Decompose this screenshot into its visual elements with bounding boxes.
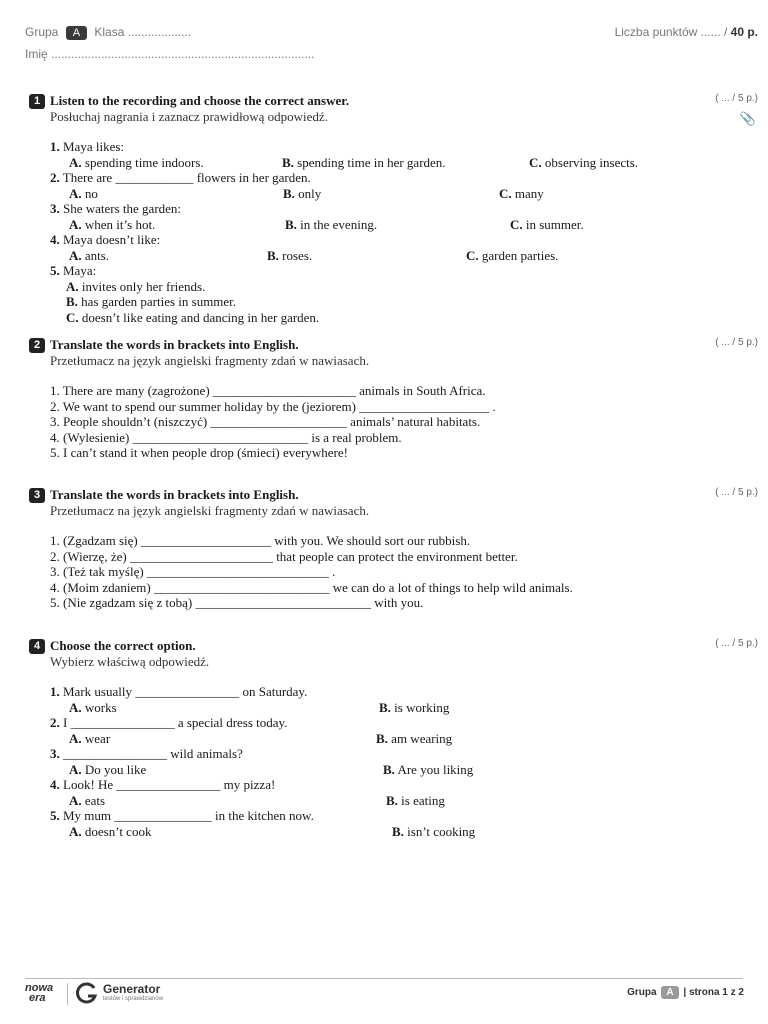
option-b[interactable]: B. only — [283, 185, 322, 201]
task-title: Choose the correct option. — [50, 638, 196, 653]
option-c[interactable]: C. many — [499, 185, 544, 201]
option-b[interactable]: B. am wearing — [376, 730, 453, 746]
generator-logo-icon — [76, 982, 98, 1004]
list-item[interactable]: 5. (Nie zgadzam się z tobą) ___________________________ with you. — [50, 595, 424, 610]
page-indicator: Grupa A | strona 1 z 2 — [627, 987, 744, 998]
task-title: Listen to the recording and choose the correct answer. — [50, 93, 350, 108]
options-3 — [29, 762, 759, 778]
logo-separator — [67, 983, 68, 1005]
option-b[interactable]: B. isn’t cooking — [392, 823, 476, 839]
option-a[interactable]: A. no — [69, 185, 98, 201]
points-label: Liczba punktów ...... / — [614, 25, 728, 39]
question-3: 3. ________________ wild animals? — [50, 746, 243, 761]
list-item[interactable]: 3. People shouldn’t (niszczyć) _____________________ animals’ natural habitats. — [50, 414, 481, 429]
options-1 — [29, 700, 759, 716]
task-points: ( ... / 5 p.) — [715, 638, 758, 649]
question-2: 2. There are ____________ flowers in her garden. — [50, 170, 311, 185]
task-number: 4 — [29, 639, 45, 654]
task-4 — [29, 638, 759, 839]
task-1 — [29, 93, 759, 325]
option-a[interactable]: A. works — [69, 699, 117, 715]
task-points: ( ... / 5 p.) — [715, 93, 758, 104]
option-c[interactable]: C. doesn’t like eating and dancing in her garden. — [66, 309, 320, 325]
task-title: Translate the words in brackets into English. — [50, 337, 299, 352]
option-c[interactable]: C. in summer. — [510, 216, 584, 232]
task-2 — [29, 337, 759, 461]
option-a[interactable]: A. doesn’t cook — [69, 823, 152, 839]
option-c[interactable]: C. garden parties. — [466, 247, 559, 263]
option-a[interactable]: A. wear — [69, 730, 111, 746]
option-b[interactable]: B. in the evening. — [285, 216, 378, 232]
task-points: ( ... / 5 p.) — [715, 487, 758, 498]
options-4 — [29, 248, 759, 264]
question-2: 2. I ________________ a special dress today. — [50, 715, 288, 730]
task-points: ( ... / 5 p.) — [715, 337, 758, 348]
task-subtitle: Posłuchaj nagrania i zaznacz prawidłową odpowiedź. — [50, 109, 328, 124]
generator-subtitle: testów i sprawdzianów — [103, 996, 164, 1002]
list-item[interactable]: 2. (Wierzę, że) ______________________ that people can protect the environment better. — [50, 548, 518, 564]
generator-name: Generator — [103, 982, 161, 996]
list-item[interactable]: 4. (Wylesienie) ___________________________ is a real problem. — [50, 429, 402, 445]
task-number: 1 — [29, 94, 45, 109]
task-number: 2 — [29, 338, 45, 353]
option-b[interactable]: B. spending time in her garden. — [282, 154, 446, 170]
points-total: 40 p. — [730, 25, 758, 39]
question-1: 1. Maya likes: — [50, 139, 125, 154]
options-5 — [29, 824, 759, 840]
question-4: 4. Maya doesn’t like: — [50, 232, 161, 247]
question-5: 5. Maya: — [50, 263, 97, 278]
task-subtitle: Wybierz właściwą odpowiedź. — [50, 654, 210, 669]
nowa-era-logo: nowa era — [25, 982, 54, 1004]
list-item[interactable]: 1. There are many (zagrożone) ______________________ animals in South Africa. — [50, 383, 486, 398]
list-item[interactable]: 1. (Zgadzam się) ____________________ with you. We should sort our rubbish. — [50, 533, 471, 548]
name-field: Imię ............................................................................... — [25, 47, 315, 61]
task-title: Translate the words in brackets into English. — [50, 487, 299, 502]
option-a[interactable]: A. invites only her friends. — [66, 278, 206, 294]
option-a[interactable]: A. when it’s hot. — [69, 216, 156, 232]
option-c[interactable]: C. observing insects. — [529, 154, 639, 170]
options-1 — [29, 155, 759, 171]
task-subtitle: Przetłumacz na język angielski fragmenty zdań w nawiasach. — [50, 503, 370, 518]
options-3 — [29, 217, 759, 233]
option-a[interactable]: A. spending time indoors. — [69, 154, 204, 170]
question-3: 3. She waters the garden: — [50, 201, 182, 216]
option-a[interactable]: A. ants. — [69, 247, 110, 263]
question-5: 5. My mum _______________ in the kitchen now. — [50, 808, 314, 823]
list-item[interactable]: 5. I can’t stand it when people drop (śmieci) everywhere! — [50, 445, 348, 460]
option-b[interactable]: B. Are you liking — [383, 761, 474, 777]
options-2 — [29, 186, 759, 202]
list-item[interactable]: 2. We want to spend our summer holiday by the (jeziorem) ____________________ . — [50, 398, 496, 414]
task-3 — [29, 487, 759, 611]
group-badge: A — [66, 26, 87, 40]
options-2 — [29, 731, 759, 747]
paperclip-icon[interactable]: 📎 — [739, 112, 756, 127]
points-field — [615, 25, 758, 39]
option-a[interactable]: A. Do you like — [69, 761, 147, 777]
question-4: 4. Look! He ________________ my pizza! — [50, 777, 276, 792]
task-number: 3 — [29, 488, 45, 503]
option-a[interactable]: A. eats — [69, 792, 106, 808]
task-subtitle: Przetłumacz na język angielski fragmenty zdań w nawiasach. — [50, 353, 370, 368]
list-item[interactable]: 4. (Moim zdaniem) ___________________________ we can do a lot of things to help wild animals. — [50, 579, 573, 595]
option-b[interactable]: B. has garden parties in summer. — [66, 294, 237, 309]
list-item[interactable]: 3. (Też tak myślę) ____________________________ . — [50, 564, 336, 579]
group-label: Grupa — [25, 25, 59, 39]
group-field — [25, 25, 191, 40]
options-4 — [29, 793, 759, 809]
footer-divider — [25, 978, 743, 979]
option-b[interactable]: B. is working — [379, 699, 450, 715]
question-1: 1. Mark usually ________________ on Saturday. — [50, 684, 308, 699]
class-label: Klasa ................... — [94, 25, 192, 39]
footer-group-badge: A — [661, 986, 678, 999]
option-b[interactable]: B. roses. — [267, 247, 313, 263]
option-b[interactable]: B. is eating — [386, 792, 445, 808]
